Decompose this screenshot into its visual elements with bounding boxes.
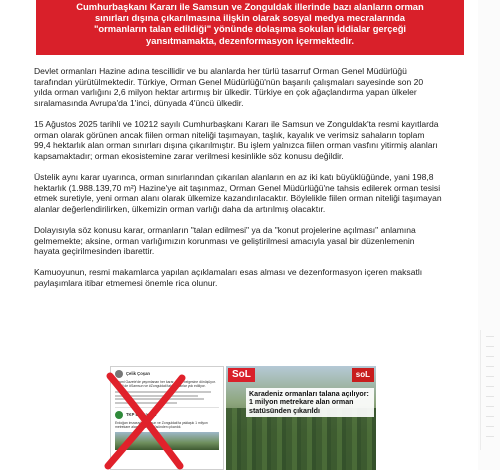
x-mark-icon — [104, 372, 186, 470]
paragraph-clarification: Dolayısıyla söz konusu karar, ormanların "talan edilmesi" ya da "konut projelerine açılması" anlamına gelmemekte; aksine, orman varlığımızın korunması ve geliştirilmesi amacıyla yasal bir düzenlemenin hayata geçirilmesinden ibarettir. — [34, 224, 416, 257]
banner-line-3: "ormanların talan edildiği" yönünde dolaşıma sokulan iddialar gerçeği — [93, 23, 407, 35]
paragraph-decision-details: 15 Ağustos 2025 tarihli ve 10212 sayılı Cumhurbaşkanı Kararı ile Samsun ve Zonguldak'ta resmi kayıtlarda orman olarak görünen ancak fiilen orman niteliği taşımayan, taşlık, kayalık ve verimsiz sahaların toplam 99,4 hektarlık alan orman sınırları dışına çıkarılmıştır. Bu işlem yalnızca fiilen orman vasfını yitirmiş alanları kapsamaktadır; orman ekosistemine zarar verilmesi kesinlikle söz konusu değildir. — [34, 118, 439, 161]
watermark-seal — [480, 330, 498, 450]
banner-line-2: sınırları dışına çıkarılmasına ilişkin olarak sosyal medya mecralarında — [94, 12, 406, 24]
post-account-name-2: TKP Başkanlığı — [126, 411, 157, 417]
banner-line-1: Cumhurbaşkanı Kararı ile Samsun ve Zonguldak illerinde bazı alanların orman — [76, 1, 424, 12]
banner-line-4: yansıtmamakta, dezenformasyon içermektedir. — [146, 34, 354, 46]
forest-photo — [226, 408, 376, 470]
paragraph-public-appeal: Kamuoyunun, resmi makamlarca yapılan açıklamaları esas alması ve dezenformasyon içeren maksatlı paylaşımlara itibar etmemesi önemle rica olunur. — [34, 267, 423, 288]
news-headline: Karadeniz ormanları talana açılıyor: 1 milyon metrekare alan orman statüsünden çıkarıldı — [246, 388, 374, 417]
side-decor-strip — [478, 0, 500, 470]
post-text-2: Erdoğan imzasıyla Samsun ve Zonguldak'ta yaklaşık 1 milyon metrekare alan orman statüsünden çıkarıldı. — [115, 420, 208, 430]
paragraph-forest-ownership: Devlet ormanları Hazine adına tescillidir ve bu alanlarda her türlü tasarruf Orman Genel Müdürlüğü tarafından yürütülmektedir. Türkiye, Orman Genel Müdürlüğü'nün başarılı çalışmaları sayesinde son 20 yılda orman varlığını 2,6 milyon hektar artırmış bir ülkedir. Türkiye en çok ağaçlandırma yapan ülkeler sıralamasında Avrupa'da 1'inci, dünyada 4'üncü ülkedir. — [34, 66, 424, 108]
headline-banner — [36, 0, 464, 55]
post-account-name: Çelik Çoşan — [126, 370, 150, 376]
statement-body — [34, 66, 442, 299]
news-tv-logo: soL — [352, 368, 374, 382]
post-text: Resmi Gazete'de yayımlanan her karar, talan belgesine dönüşüyor. Şimdi de #Samsun ve #Zonguldak'taki ormanlar yok ediliyor. — [115, 380, 216, 389]
news-logo: SoL — [228, 368, 255, 382]
paragraph-compensation-area: Üstelik aynı karar uyarınca, orman sınırlarından çıkarılan alanların en az iki katı büyüklüğünde, yani 198,8 hektarlık (1.988.139,70 m²) Hazine'ye ait taşınmaz, Orman Genel Müdürlüğü'ne tahsis edilerek orman tesisi etmek suretiyle, yeni orman alanı olarak ülkemize kazandırılacaktır. Böylelikle fiilen orman niteliği taşımayan alanlar değerlendirilirken, ülkemizin orman varlığı daha da artırılmış olacaktır. — [34, 171, 442, 214]
news-article-screenshot — [226, 366, 376, 470]
